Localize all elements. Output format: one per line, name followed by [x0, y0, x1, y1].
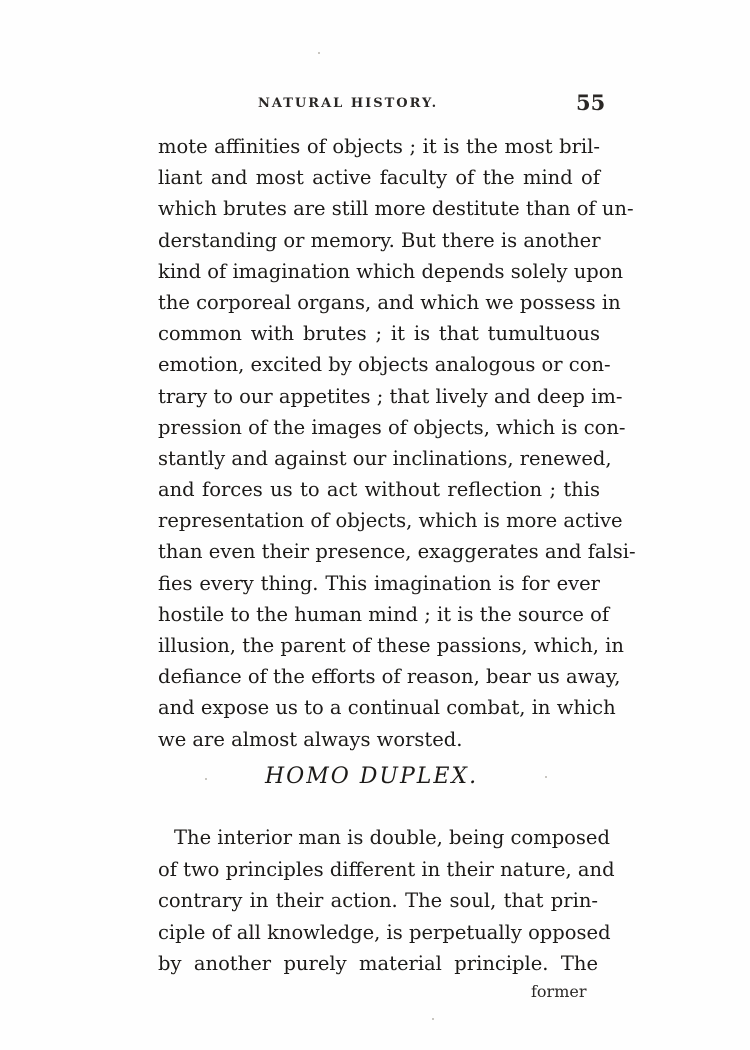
- text-line: ciple of all knowledge, is perpetually opposed: [158, 920, 611, 944]
- text-line: derstanding or memory. But there is another: [158, 228, 601, 252]
- text-line: fies every thing. This imagination is for ever: [158, 571, 600, 595]
- text-line: trary to our appetites ; that lively and deep im-: [158, 384, 623, 408]
- paper-speck: [205, 778, 207, 780]
- text-line: liant and most active faculty of the mind of: [158, 166, 600, 190]
- paragraph-homo-duplex: [158, 822, 615, 980]
- section-heading: HOMO DUPLEX.: [265, 764, 479, 789]
- text-line: contrary in their action. The soul, that prin-: [158, 889, 598, 912]
- text-line: The interior man is double, being composed: [174, 826, 610, 849]
- text-line: by another purely material principle. The: [158, 952, 598, 975]
- text-line: which brutes are still more destitute than of un-: [158, 197, 634, 221]
- running-head: NATURAL HISTORY.: [258, 96, 439, 111]
- text-line: than even their presence, exaggerates and falsi-: [158, 540, 636, 564]
- text-line: hostile to the human mind ; it is the source of: [158, 602, 610, 626]
- text-line: of two principles different in their nature, and: [158, 857, 615, 881]
- text-line: illusion, the parent of these passions, which, in: [158, 634, 624, 657]
- text-line: stantly and against our inclinations, renewed,: [158, 446, 612, 470]
- text-line: mote affinities of objects ; it is the most bril-: [158, 135, 600, 158]
- text-line: defiance of the efforts of reason, bear us away,: [158, 665, 621, 689]
- paper-speck: [318, 52, 320, 54]
- paper-speck: [432, 1018, 434, 1020]
- text-line: common with brutes ; it is that tumultuous: [158, 322, 600, 346]
- text-line: emotion, excited by objects analogous or con-: [158, 353, 611, 377]
- text-line: and forces us to act without reflection ; this: [158, 478, 600, 502]
- text-line: kind of imagination which depends solely upon: [158, 259, 624, 283]
- text-line: we are almost always worsted.: [158, 727, 463, 751]
- page-number: 55: [576, 90, 606, 115]
- text-line: the corporeal organs, and which we possess in: [158, 290, 621, 314]
- text-line: pression of the images of objects, which is con-: [158, 415, 626, 439]
- text-line: and expose us to a continual combat, in which: [158, 696, 616, 720]
- paragraph-imagination: [158, 131, 636, 755]
- text-line: representation of objects, which is more active: [158, 509, 623, 533]
- catchword: former: [531, 982, 587, 1001]
- paper-speck: [545, 776, 547, 778]
